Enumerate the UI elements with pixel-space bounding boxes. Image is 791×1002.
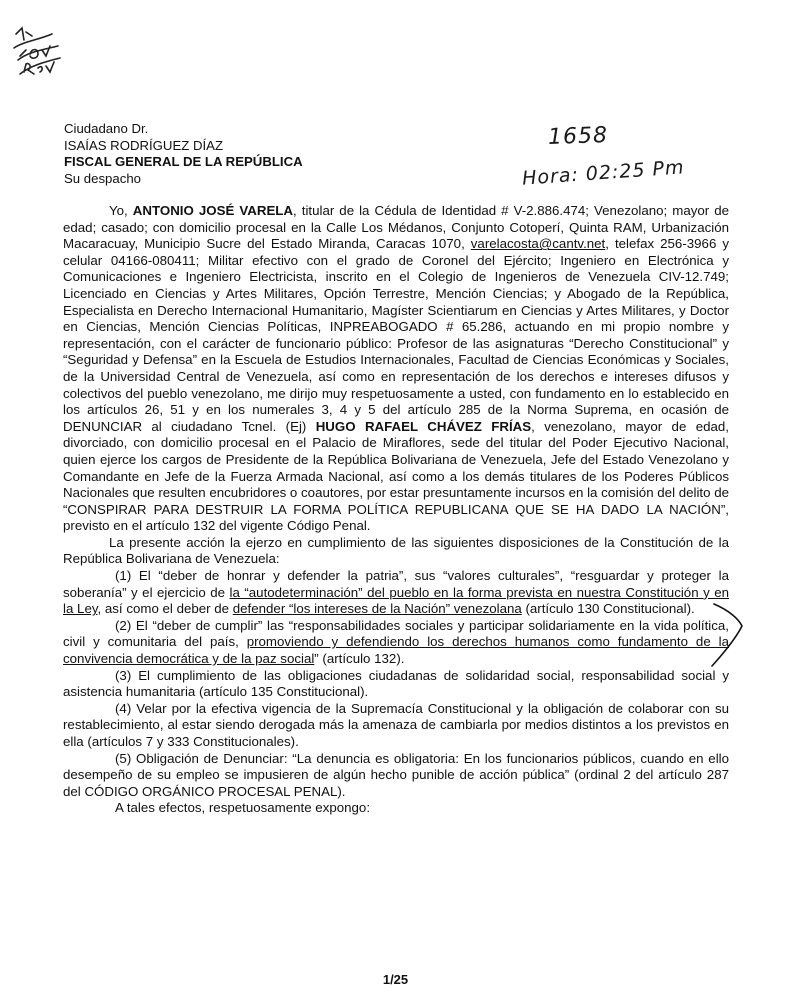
recipient-salutation: Ciudadano Dr. bbox=[64, 121, 149, 136]
provision-item-3: (3) El cumplimiento de las obligaciones ciudadanas de solidaridad social, responsabilidad social y asistencia humanitaria (artículo 135 Constitucional). bbox=[63, 667, 729, 700]
received-time: Hora: 02:25 Pm bbox=[521, 156, 686, 190]
provision-item-4: (4) Velar por la efectiva vigencia de la Supremacía Constitucional y la obligación de colaborar con su restablecimiento, al estar siendo derogada más la amenaza de cambiarla por medios distintos a los previstos en ella (artículos 7 y 333 Constitucionales). bbox=[63, 700, 729, 749]
provision-item-1: (1) El “deber de honrar y defender la patria”, sus “valores culturales”, “resguardar y proteger la soberanía” y el ejercicio de la “autodeterminación” del pueblo en la forma prevista en nuestra Constitución y en la Ley, así como el deber de defender “los intereses de la Nación” venezolana (artículo 130 Constitucional). bbox=[63, 568, 729, 617]
handwritten-stamp-icon bbox=[8, 26, 68, 90]
email-link[interactable]: varelacosta@cantv.net bbox=[470, 236, 606, 252]
intro-paragraph: Yo, ANTONIO JOSÉ VARELA, titular de la Cédula de Identidad # V-2.886.474; Venezolano; mayor de edad; casado; con domicilio procesal en la Calle Los Médanos, Conjunto Cotoperí, Quinta RAM, Urbanización Macaracuay, Municipio Sucre del Estado Miranda, Caracas 1070, varelacosta@cantv.net, telefax 256-3966 y celular 04166-080411; Militar efectivo con el grado de Coronel del Ejército; Ingeniero en Electrónica y Comunicaciones e Ingeniero Electricista, inscrito en el Colegio de Ingenieros de Venezuela CIV-12.749; Licenciado en Ciencias y Artes Militares, Opción Terrestre, Mención Ciencias; y Abogado de la República, Especialista en Derecho Internacional Humanitario, Magíster Scientiarum en Ciencias y Artes Militares, y Doctor en Ciencias, Mención Ciencias Políticas, INPREABOGADO # 65.286, actuando en mi propio nombre y representación, con el carácter de funcionario público: Profesor de las asignaturas “Derecho Constitucional” y “Seguridad y Defensa” en la Escuela de Estudios Internacionales, Facultad de Ciencias Económicas y Sociales, de la Universidad Central de Venezuela, así como en representación de los derechos e intereses difusos y colectivos del pueblo venezolano, me dirijo muy respetuosamente a usted, con fundamento en lo establecido en los artículos 26, 51 y en los numerales 3, 4 y 5 del artículo 285 de la Norma Suprema, en ocasión de DENUNCIAR al ciudadano Tcnel. (Ej) HUGO RAFAEL CHÁVEZ FRÍAS, venezolano, mayor de edad, divorciado, con domicilio procesal en el Palacio de Miraflores, sede del titular del Poder Ejecutivo Nacional, quien ejerce los cargos de Presidente de la República Bolivariana de Venezuela, Jefe del Estado Venezolano y Comandante en Jefe de la Fuerza Armada Nacional, así como a los demás titulares de los Poderes Públicos Nacionales que resulten encubridores o coautores, por estar presuntamente incursos en la comisión del delito de “CONSPIRAR PARA DESTRUIR LA FORMA POLÍTICA REPUBLICANA QUE SE HA DADO LA NACIÓN”, previsto en el artículo 132 del vigente Código Penal. bbox=[63, 203, 729, 534]
complainant-name: ANTONIO JOSÉ VARELA bbox=[132, 203, 294, 218]
handwritten-bracket-icon bbox=[708, 600, 748, 670]
recipient-title: FISCAL GENERAL DE LA REPÚBLICA bbox=[64, 154, 303, 169]
provision-item-5: (5) Obligación de Denunciar: “La denuncia es obligatoria: En los funcionarios públicos, cuando en ello desempeño de su empleo se impusieren de algún hecho punible de acción pública” (ordinal 2 del artículo 287 del CÓDIGO ORGÁNICO PROCESAL PENAL). bbox=[63, 750, 729, 799]
provision-item-2: (2) El “deber de cumplir” las “responsabilidades sociales y participar solidariamente en la vida política, civil y comunitaria del país, promoviendo y defendiendo los derechos humanos como fundamento de la convivencia democrática y de la paz social” (artículo 132). bbox=[63, 617, 729, 667]
page-number: 1/25 bbox=[382, 972, 409, 987]
recipient-block bbox=[64, 121, 303, 187]
provisions-paragraph: La presente acción la ejerzo en cumplimiento de las siguientes disposiciones de la Constitución de la República Bolivariana de Venezuela: bbox=[63, 534, 729, 567]
received-number: 1658 bbox=[547, 122, 609, 151]
recipient-name: ISAÍAS RODRÍGUEZ DÍAZ bbox=[64, 137, 224, 153]
closing-line: A tales efectos, respetuosamente expongo: bbox=[115, 800, 371, 816]
recipient-office: Su despacho bbox=[64, 170, 141, 186]
accused-name: HUGO RAFAEL CHÁVEZ FRÍAS bbox=[315, 418, 532, 434]
letter-body bbox=[63, 203, 729, 817]
